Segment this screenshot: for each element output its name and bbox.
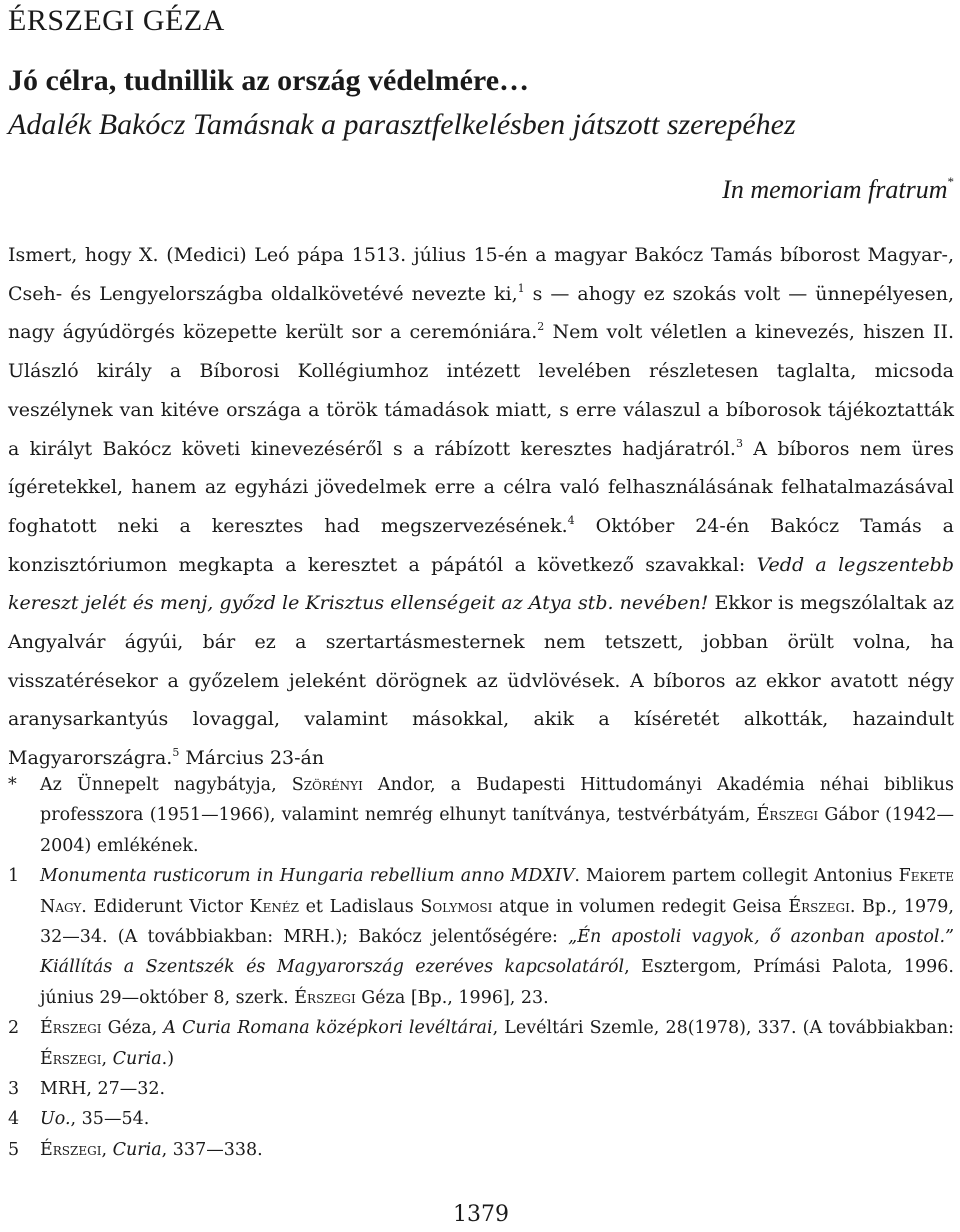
footnote-text: . Bp., 1979, 32—34. (A továbbiakban: MRH.); Bakócz jelentőségére: <box>40 896 954 948</box>
author-surname: Érszegi <box>788 896 850 917</box>
footnote-text: , <box>101 1048 113 1069</box>
footnote-4 <box>8 1104 954 1134</box>
body-text-segment: s — ahogy ez szokás volt — ünnepélyesen, nagy ágyúdörgés közepette került sor a ceremóniára. <box>8 282 954 344</box>
footnote-text: , 35—54. <box>70 1109 150 1130</box>
footnote-3 <box>8 1074 954 1104</box>
footnote-ref-2[interactable]: 2 <box>537 320 545 334</box>
footnote-mark: 5 <box>8 1139 20 1160</box>
footnote-ref-5[interactable]: 5 <box>172 746 180 760</box>
footnote-text: , Levéltári Szemle, 28(1978), 337. (A továbbiakban: <box>492 1018 954 1039</box>
article-title: Jó célra, tudnillik az ország védelmére… <box>8 64 530 97</box>
body-paragraph <box>8 236 954 778</box>
footnote-star <box>8 770 954 861</box>
footnote-ref-1[interactable]: 1 <box>517 281 525 295</box>
body-text-segment: A bíboros nem üres ígéretekkel, hanem az egyházi jövedelmek erre a célra való felhasználásának felhatalmazásával foghatott neki a keresztes had megszervezésének. <box>8 437 954 537</box>
author-surname: Érszegi <box>40 1048 102 1069</box>
footnote-mark: * <box>8 775 17 795</box>
footnote-5 <box>8 1135 954 1165</box>
latin-quote: Vedd a legszentebb kereszt jelét és menj, győzd le Krisztus ellenségeit az Atya stb. nevében! <box>8 553 954 615</box>
author-surname: Érszegi <box>40 1139 102 1160</box>
footnote-text: Az Ünnepelt nagybátyja, <box>40 775 292 795</box>
footnote-mark: 4 <box>8 1109 20 1130</box>
footnote-mark: 3 <box>8 1079 20 1100</box>
work-title: Monumenta rusticorum in Hungaria rebellium anno MDXIV <box>40 866 575 887</box>
footnote-2 <box>8 1013 954 1074</box>
body-text-segment: Ismert, hogy X. (Medici) Leó pápa 1513. július 15-én a magyar Bakócz Tamás bíborost Magyar-, Cseh- és Lengyelországba oldalkövetévé nevezte ki, <box>8 244 954 305</box>
footnote-text: .) <box>161 1048 175 1069</box>
work-title: A Curia Romana középkori levéltárai <box>163 1018 493 1039</box>
work-title: Curia <box>112 1048 162 1069</box>
dedication <box>722 174 954 205</box>
footnote-text: , 337—338. <box>161 1139 263 1160</box>
footnote-1 <box>8 861 954 1013</box>
footnotes <box>8 770 954 1165</box>
footnote-text: Géza, <box>101 1018 164 1039</box>
footnote-mark: 2 <box>8 1018 20 1039</box>
footnote-text: MRH, 27—32. <box>40 1079 166 1100</box>
article-subtitle: Adalék Bakócz Tamásnak a parasztfelkelésben játszott szerepéhez <box>8 108 796 141</box>
footnote-text: et Ladislaus <box>298 896 421 917</box>
author-surname: Érszegi <box>294 987 356 1008</box>
author-surname: Fekete Nagy <box>40 866 955 917</box>
work-title: Curia <box>112 1139 162 1160</box>
body-text-segment: Március 23-án <box>179 747 325 770</box>
footnote-mark: 1 <box>8 866 20 887</box>
author-surname: Érszegi <box>40 1018 102 1039</box>
footnote-ref-4[interactable]: 4 <box>567 513 575 527</box>
footnote-text: , Esztergom, Prímási Palota, 1996. június 29—október 8, szerk. <box>40 957 954 1008</box>
body-text-segment: Nem volt véletlen a kinevezés, hiszen II. Ulászló király a Bíborosi Kollégiumhoz intézett levelében részletesen taglalta, micsoda veszélynek van kitéve országa a török támadások miatt, s erre válaszul a bíborosok tájékoztatták a királyt Bakócz követi kinevezéséről s a rábízott keresztes hadjáratról. <box>8 321 954 460</box>
footnote-text: Géza [Bp., 1996], 23. <box>355 987 549 1008</box>
footnote-text: . Ediderunt Victor <box>81 896 250 917</box>
body-text-segment: Ekkor is megszólaltak az Angyalvár ágyúi, bár ez a szertartásmesternek nem tetszett, jobban örült volna, ha visszatérésekor a győzelem jeleként dörögnek az üdvlövések. A bíboros az ekkor avatott négy aranysarkantyús lovaggal, valamint másokkal, akik a kíséretét alkották, hazaindult Magyarországra. <box>8 592 954 770</box>
work-title: „Én apostoli vagyok, ő azonban apostol.” Kiállítás a Szentszék és Magyarország ezeréves kapcsolatáról <box>40 927 954 978</box>
footnote-text: Gábor (1942—2004) emlékének. <box>40 805 954 856</box>
dedication-footnote-mark[interactable]: * <box>947 174 954 189</box>
footnote-ref-3[interactable]: 3 <box>735 436 743 450</box>
author-surname: Kenéz <box>249 896 299 917</box>
author-surname: Solymosi <box>420 896 493 917</box>
body-text-segment: Október 24-én Bakócz Tamás a konzisztóriumon megkapta a keresztet a pápától a következő szavakkal: <box>8 514 954 576</box>
footnote-text: atque in volumen redegit Geisa <box>492 896 789 917</box>
author-name: ÉRSZEGI GÉZA <box>8 4 225 37</box>
work-title: Uo. <box>40 1109 71 1130</box>
dedication-text: In memoriam fratrum <box>722 175 948 204</box>
page-number: 1379 <box>453 1202 509 1227</box>
footnote-text: Andor, a Budapesti Hittudományi Akadémia néhai biblikus professzora (1951—1966), valamint nemrég elhunyt tanítványa, testvérbátyám, <box>40 775 954 826</box>
footnote-text: , <box>101 1139 113 1160</box>
author-surname: Érszegi <box>756 805 819 826</box>
footnote-text: . Maiorem partem collegit Antonius <box>574 866 899 887</box>
author-surname: Szörényi <box>291 775 363 795</box>
